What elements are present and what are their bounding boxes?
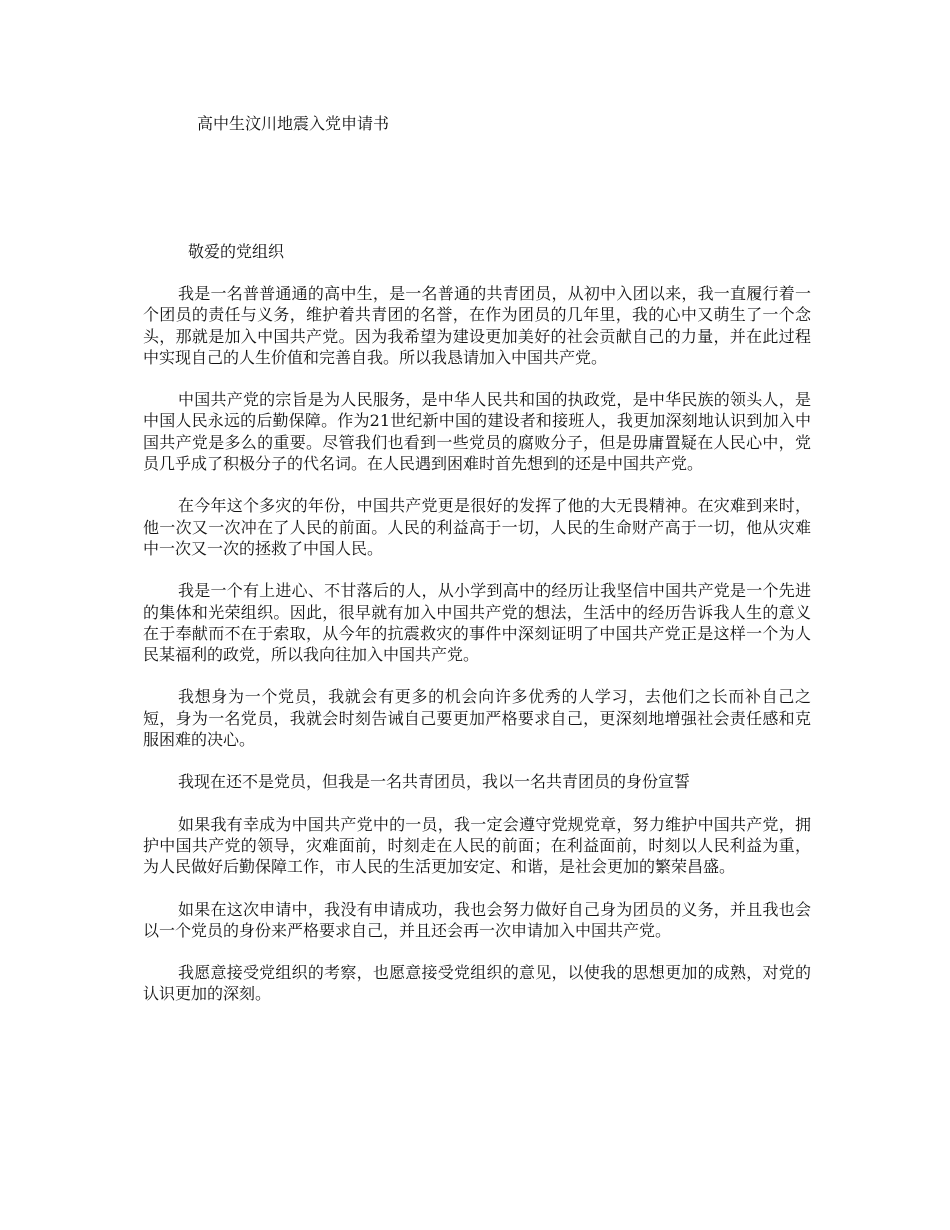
paragraph: 中国共产党的宗旨是为人民服务，是中华人民共和国的执政党，是中华民族的领头人，是中国人民永远的后勤保障。作为21世纪新中国的建设者和接班人，我更加深刻地认识到加入中国共产党是多么的重要。尽管我们也看到一些党员的腐败分子，但是毋庸置疑在人民心中，党员几乎成了积极分子的代名词。在人民遇到困难时首先想到的还是中国共产党。 xyxy=(143,390,811,474)
salutation: 敬爱的党组织 xyxy=(188,242,285,261)
paragraph: 我想身为一个党员，我就会有更多的机会向许多优秀的人学习，去他们之长而补自己之短，身为一名党员，我就会时刻告诫自己要更加严格要求自己，更深刻地增强社会责任感和克服困难的决心。 xyxy=(143,687,811,750)
document-title: 高中生汶川地震入党申请书 xyxy=(197,114,390,133)
paragraph: 在今年这个多灾的年份，中国共产党更是很好的发挥了他的大无畏精神。在灾难到来时，他一次又一次冲在了人民的前面。人民的利益高于一切，人民的生命财产高于一切，他从灾难中一次又一次的拯救了中国人民。 xyxy=(143,496,811,558)
document-body xyxy=(143,283,811,1026)
paragraph: 我愿意接受党组织的考察，也愿意接受党组织的意见，以使我的思想更加的成熟，对党的认识更加的深刻。 xyxy=(143,963,811,1004)
paragraph: 如果在这次申请中，我没有申请成功，我也会努力做好自己身为团员的义务，并且我也会以一个党员的身份来严格要求自己，并且还会再一次申请加入中国共产党。 xyxy=(143,899,811,940)
paragraph: 如果我有幸成为中国共产党中的一员，我一定会遵守党规党章，努力维护中国共产党，拥护中国共产党的领导，灾难面前，时刻走在人民的前面；在利益面前，时刻以人民利益为重，为人民做好后勤保障工作，市人民的生活更加安定、和谐，是社会更加的繁荣昌盛。 xyxy=(143,814,811,877)
paragraph: 我是一个有上进心、不甘落后的人，从小学到高中的经历让我坚信中国共产党是一个先进的集体和光荣组织。因此，很早就有加入中国共产党的想法，生活中的经历告诉我人生的意义在于奉献而不在于索取，从今年的抗震救灾的事件中深刻证明了中国共产党正是这样一个为人民某福利的政党，所以我向往加入中国共产党。 xyxy=(143,581,811,665)
paragraph: 我现在还不是党员，但我是一名共青团员，我以一名共青团员的身份宣誓 xyxy=(178,772,691,792)
paragraph: 我是一名普普通通的高中生，是一名普通的共青团员，从初中入团以来，我一直履行着一个团员的责任与义务，维护着共青团的名誉，在作为团员的几年里，我的心中又萌生了一个念头，那就是加入中国共产党。因为我希望为建设更加美好的社会贡献自己的力量，并在此过程中实现自己的人生价值和完善自我。所以我恳请加入中国共产党。 xyxy=(143,284,811,367)
